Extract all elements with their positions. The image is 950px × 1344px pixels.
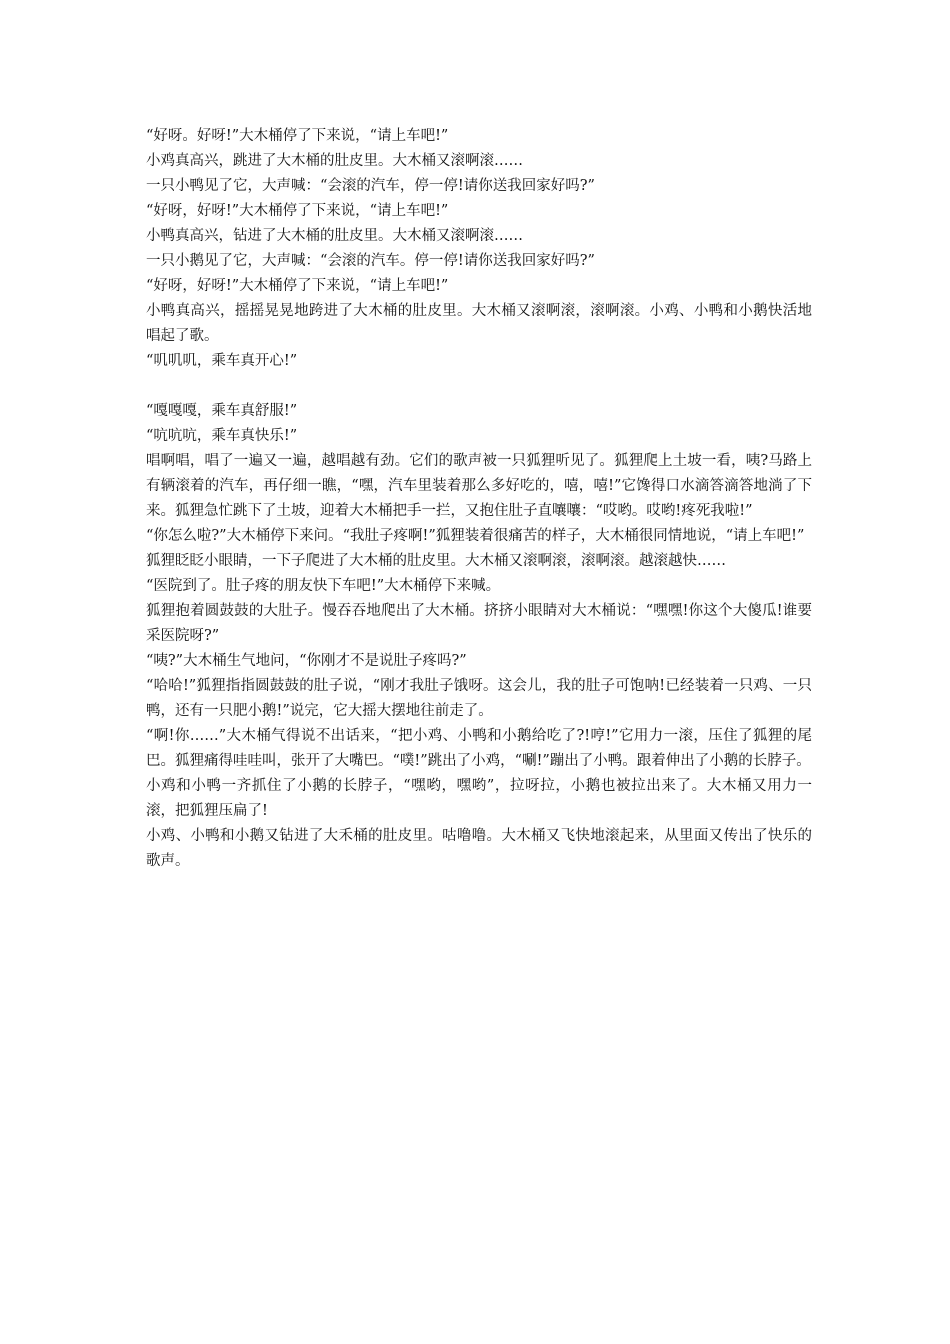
paragraph: 小鸡、小鸭和小鹅又钻进了大禾桶的肚皮里。咕噜噜。大木桶又飞快地滚起来，从里面又传出了快乐的歌声。: [146, 828, 812, 869]
paragraph: “医院到了。肚子疼的朋友快下车吧!”大木桶停下来喊。: [146, 578, 501, 594]
paragraph: “好呀，好呀!”大木桶停了下来说，“请上车吧!”: [146, 278, 449, 294]
paragraph: “嘎嘎嘎，乘车真舒服!”: [146, 403, 298, 419]
paragraph: “哈哈!”狐狸指指圆鼓鼓的肚子说，“刚才我肚子饿呀。这会儿，我的肚子可饱呐!已经装着一只鸡、一只鸭，还有一只肥小鹅!”说完，它大摇大摆地往前走了。: [146, 678, 812, 719]
paragraph: 唱啊唱，唱了一遍又一遍，越唱越有劲。它们的歌声被一只狐狸听见了。狐狸爬上土坡一看，咦?马路上有辆滚着的汽车，再仔细一瞧，“嘿，汽车里装着那么多好吃的，嘻，嘻!”它馋得口水滴答滴答地淌了下来。狐狸急忙跳下了土坡，迎着大木桶把手一拦，又抱住肚子直嚷嚷：“哎哟。哎哟!疼死我啦!”: [146, 453, 812, 519]
paragraph: 狐狸抱着圆鼓鼓的大肚子。慢吞吞地爬出了大木桶。挤挤小眼睛对大木桶说：“嘿嘿!你这个大傻瓜!谁要采医院呀?”: [146, 603, 812, 644]
paragraph: 小鸭真高兴，钻进了大木桶的肚皮里。大木桶又滚啊滚……: [146, 228, 523, 244]
paragraph: “叽叽叽，乘车真开心!”: [146, 353, 298, 369]
paragraph: “你怎么啦?”大木桶停下来问。“我肚子疼啊!”狐狸装着很痛苦的样子，大木桶很同情地说，“请上车吧!”: [146, 528, 805, 544]
paragraph: “好呀。好呀!”大木桶停了下来说，“请上车吧!”: [146, 128, 449, 144]
paragraph: “吭吭吭，乘车真快乐!”: [146, 428, 298, 444]
paragraph: 一只小鸭见了它，大声喊：“会滚的汽车，停一停!请你送我回家好吗?”: [146, 178, 595, 194]
story-text: [146, 124, 812, 874]
paragraph: 小鸭真高兴，摇摇晃晃地跨进了大木桶的肚皮里。大木桶又滚啊滚，滚啊滚。小鸡、小鸭和小鹅快活地唱起了歌。: [146, 303, 812, 344]
paragraph: “啊!你……”大木桶气得说不出话来，“把小鸡、小鸭和小鹅给吃了?!哼!”它用力一滚，压住了狐狸的尾巴。狐狸痛得哇哇叫，张开了大嘴巴。“噗!”跳出了小鸡，“唰!”蹦出了小鸭。跟着伸出了小鹅的长脖子。: [146, 728, 812, 769]
paragraph: “好呀，好呀!”大木桶停了下来说，“请上车吧!”: [146, 203, 449, 219]
paragraph: “咦?”大木桶生气地问，“你刚才不是说肚子疼吗?”: [146, 653, 467, 669]
blank-line: [146, 374, 812, 399]
paragraph: 小鸡真高兴，跳进了大木桶的肚皮里。大木桶又滚啊滚……: [146, 153, 523, 169]
paragraph: 狐狸眨眨小眼睛，一下子爬进了大木桶的肚皮里。大木桶又滚啊滚，滚啊滚。越滚越快……: [146, 553, 726, 569]
paragraph: 一只小鹅见了它，大声喊：“会滚的汽车。停一停!请你送我回家好吗?”: [146, 253, 595, 269]
paragraph: 小鸡和小鸭一齐抓住了小鹅的长脖子，“嘿哟，嘿哟”，拉呀拉，小鹅也被拉出来了。大木桶又用力一滚，把狐狸压扁了!: [146, 778, 812, 819]
